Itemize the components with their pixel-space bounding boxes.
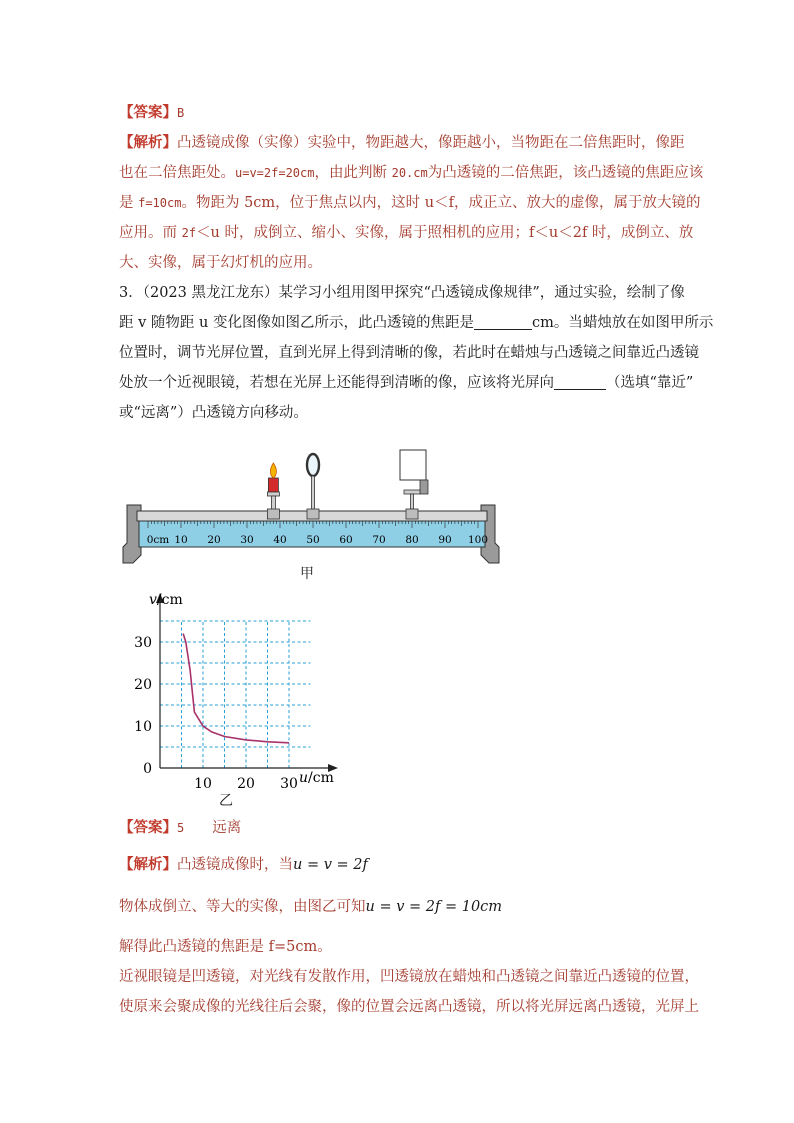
formula: 20.cm [391,166,428,180]
x-tick-label: 20 [237,776,255,792]
analysis-1-line-2 [119,158,704,188]
question-text: 处放一个近视眼镜，若想在光屏上还能得到清晰的像，应该将光屏向 [119,375,554,391]
figure-caption-yi: 乙 [219,793,233,809]
analysis-text: 为凸透镜的二倍焦距，该凸透镜的焦距应该 [427,165,704,181]
answer-tag: 【答案】 [119,819,177,836]
math-formula: u = v = 2f = 10cm [365,899,503,915]
analysis-text: 应用。而 [119,225,182,241]
analysis-text: ，由此判断 [314,165,392,181]
question-text: cm。当蜡烛放在如图甲所示 [531,315,714,331]
question-3-line-3 [119,338,699,368]
answer-blank[interactable] [554,373,606,390]
convex-lens [307,454,319,519]
answer-tag: 【答案】 [119,104,177,121]
light-screen [400,450,428,519]
analysis-text: 凸透镜成像时，当 [177,857,293,873]
answer-blank[interactable] [474,313,532,330]
ruler-label: 60 [339,534,353,546]
analysis-1-line-4 [119,218,694,248]
answer-value-2: 远离 [212,820,242,836]
ruler-label: 50 [306,534,320,546]
formula: u=v=2f=20cm [235,166,315,180]
analysis-text: 使原来会聚成像的光线往后会聚，像的位置会远离凸透镜，所以将光屏远离凸透镜，光屏上 [119,999,699,1015]
answer-2 [119,813,679,843]
ruler-label: 40 [273,534,287,546]
answer-value: B [177,106,185,120]
ruler-label: 20 [207,534,221,546]
formula: 2f [181,226,197,240]
y-tick-label: 30 [134,635,152,651]
question-3-line-5 [119,398,679,428]
analysis-text: 解得此凸透镜的焦距是 f=5cm。 [119,939,332,955]
ruler-label: 10 [174,534,188,546]
question-text: 3．（2023 黑龙江龙东）某学习小组用图甲探究“凸透镜成像规律”，通过实验，绘制了像 [119,285,685,301]
y-tick-labels [134,635,152,777]
y-tick-label: 20 [134,677,152,693]
question-text: 位置时，调节光屏位置，直到光屏上得到清晰的像，若此时在蜡烛与凸透镜之间靠近凸透镜 [119,345,699,361]
ruler-label: 90 [438,534,452,546]
math-formula: u = v = 2f [293,857,368,873]
analysis-text: 大、实像，属于幻灯机的应用。 [119,255,322,271]
analysis-1-line-3 [119,188,701,218]
x-tick-labels [194,776,298,792]
y-axis-label: v/cm [149,592,183,608]
analysis-text: ＜u 时，成倒立、缩小、实像，属于照相机的应用；f＜u＜2f 时，成倒立、放 [196,225,694,241]
ruler-label: 100 [467,534,489,546]
y-tick-label: 10 [134,719,152,735]
analysis-1-line-1 [119,128,685,158]
analysis-tag: 【解析】 [119,856,177,873]
ruler-label: 70 [372,534,386,546]
formula: f=10cm [138,196,182,210]
x-tick-label: 30 [280,776,298,792]
analysis-text: 是 [119,195,139,211]
analysis-text: 近视眼镜是凹透镜，对光线有发散作用，凹透镜放在蜡烛和凸透镜之间靠近凸透镜的位置， [119,969,699,985]
analysis-2-line-2 [119,892,679,922]
y-tick-label: 0 [143,761,152,777]
analysis-text: 物体成倒立、等大的实像，由图乙可知 [119,899,366,915]
analysis-2-line-3 [119,932,679,962]
chart-grid [160,621,311,768]
x-tick-label: 10 [194,776,212,792]
figure-caption-jia: 甲 [300,566,314,582]
ruler-label: 80 [405,534,419,546]
question-3-line-1 [119,278,685,308]
analysis-2-line-1 [119,850,679,880]
v-u-graph [115,590,355,820]
ruler-label: 0cm [146,534,170,546]
question-3-line-4 [119,368,694,398]
analysis-2-line-5 [119,992,699,1022]
question-3-line-2 [119,308,714,338]
answer-1 [119,98,679,128]
candle [267,463,279,519]
analysis-tag: 【解析】 [119,134,177,151]
answer-value-1: 5 [177,821,185,835]
optical-bench-figure [115,445,515,585]
question-text: 距 v 随物距 u 变化图像如图乙所示，此凸透镜的焦距是 [119,315,474,331]
analysis-text: 也在二倍焦距处。 [119,165,235,181]
analysis-1-line-5 [119,248,679,278]
analysis-text: 。物距为 5cm，位于焦点以内，这时 u＜f，成正立、放大的虚像，属于放大镜的 [181,195,701,211]
question-text: （选填“靠近” [606,375,694,391]
analysis-text: 凸透镜成像（实像）实验中，物距越大，像距越小，当物距在二倍焦距时，像距 [177,135,685,151]
question-text: 或“远离”）凸透镜方向移动。 [119,405,308,421]
x-axis-label: u/cm [299,770,334,786]
ruler-label: 30 [240,534,254,546]
analysis-2-line-4 [119,962,699,992]
